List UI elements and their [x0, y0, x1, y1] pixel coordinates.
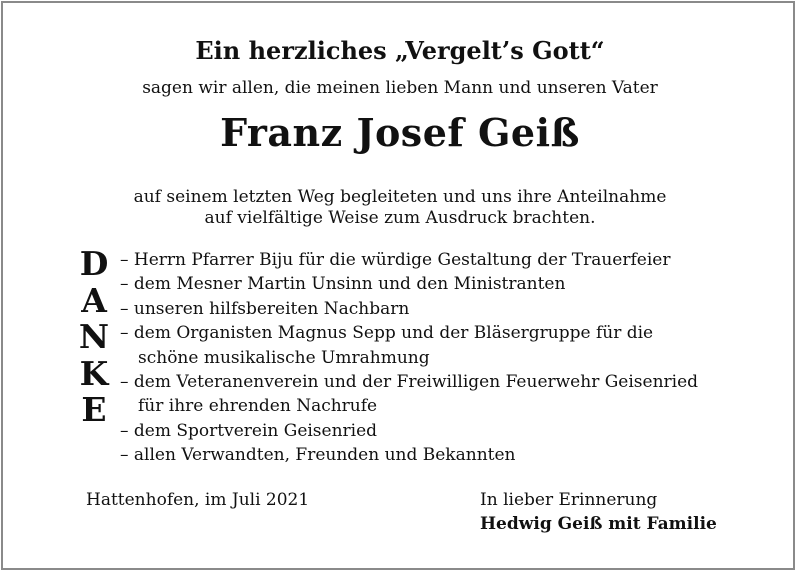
memory-line: In lieber Erinnerung: [480, 490, 658, 510]
place-date: Hattenhofen, im Juli 2021: [86, 490, 310, 510]
deceased-name: Franz Josef Geiß: [220, 110, 580, 155]
thanks-line: – dem Veteranenverein und der Freiwilligen Feuerwehr Geisenried: [120, 372, 699, 393]
thanks-list: [120, 248, 698, 468]
danke-letter: A: [81, 280, 107, 320]
thanks-line-continuation: für ihre ehrenden Nachrufe: [138, 396, 378, 417]
signature-line: Hedwig Geiß mit Familie: [480, 514, 717, 534]
danke-letter: E: [81, 390, 107, 429]
intro-text: sagen wir allen, die meinen lieben Mann und unseren Vater: [142, 78, 658, 98]
thanks-line: – Herrn Pfarrer Biju für die würdige Gestaltung der Trauerfeier: [120, 250, 671, 270]
thanks-line: – dem Sportverein Geisenried: [120, 420, 378, 441]
danke-vertical-word: [74, 246, 114, 429]
danke-letter: N: [78, 317, 110, 356]
danke-letter: D: [79, 244, 109, 283]
thanks-line: – dem Mesner Martin Unsinn und den Ministranten: [120, 274, 566, 295]
thanks-line-continuation: schöne musikalische Umrahmung: [138, 347, 430, 368]
after-text-line-1: auf seinem letzten Weg begleiteten und uns ihre Anteilnahme: [133, 187, 667, 207]
thanks-line: – allen Verwandten, Freunden und Bekannten: [120, 445, 516, 466]
danke-letter: K: [79, 353, 109, 393]
after-text-line-2: auf vielfältige Weise zum Ausdruck brachten.: [204, 208, 596, 228]
thanks-line: – dem Organisten Magnus Sepp und der Bläsergruppe für die: [120, 323, 654, 344]
notice-heading: Ein herzliches „Vergelt’s Gott“: [195, 36, 605, 65]
thanks-line: – unseren hilfsbereiten Nachbarn: [120, 298, 410, 319]
